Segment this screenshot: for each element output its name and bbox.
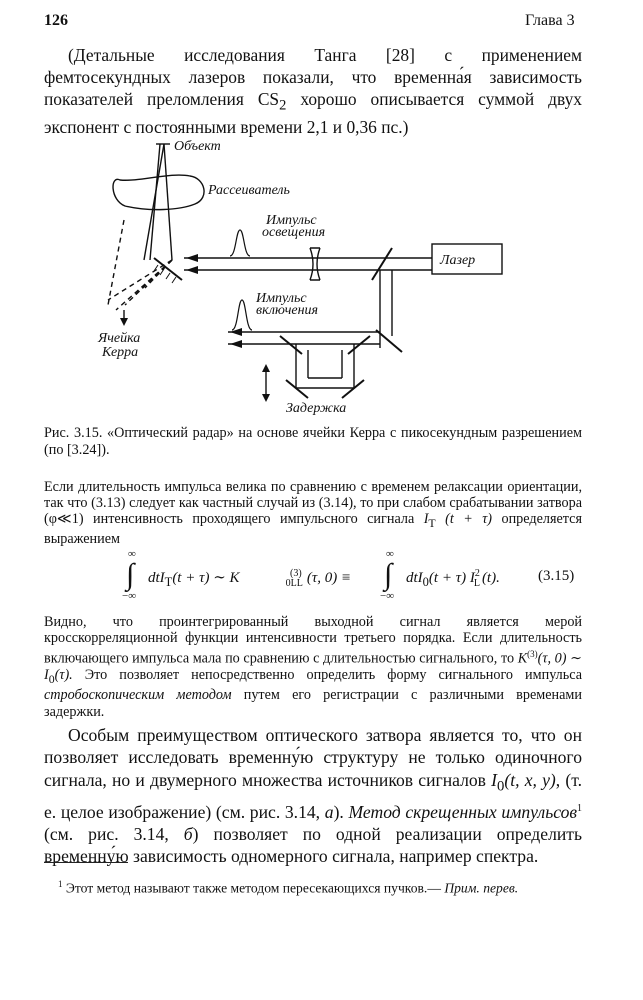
- illumination-pulse-icon: [230, 230, 250, 256]
- object-ray-right: [164, 144, 172, 260]
- footnote: $^1$ Этот метод называют также методом пересекающихся пучков.— Прим. перев.: [58, 879, 519, 896]
- lead-paragraph: (Детальные исследования Танга [28] с применением фемтосекундных лазеров показали, что временна́я зависимость показателей преломления $CS_2$ хорошо описывается суммой двух экспонент с постоянными времени 2,1 и 0,36 пс.): [44, 45, 582, 138]
- label-kerr-cell-2: Керра: [102, 345, 139, 360]
- small-paragraph-1: Если длительность импульса велика по сравнению с временем релаксации ориентации, так что (3.13) следует как частный случай из (3.14), то при слабом срабатывании затвора (φ≪1) интенсивность проходящего импульсного сигнала $I_T$ (t + τ) определяется выражением: [44, 479, 582, 548]
- small-paragraph-2: Видно, что проинтегрированный выходной сигнал является мерой кросскорреляционной функции интенсивности третьего порядка. Если длительность включающего импульса мала по сравнению с длительностью сигнального, то $K^{(3)}(\tau$, 0) ∼ $I_0(\tau)$. Это позволяет непосредственно определить форму сигнального импульса стробоскопическим методом путем его регистрации с различными временами задержки.: [44, 614, 583, 720]
- label-delay: Задержка: [286, 401, 347, 416]
- footnote-divider: [44, 862, 128, 863]
- label-object: Объект: [174, 139, 221, 154]
- lens: [310, 248, 320, 280]
- kerr-radar-figure: [80, 130, 540, 420]
- label-laser: Лазер: [440, 253, 476, 268]
- object-ray-left: [144, 144, 164, 260]
- scatterer-shape: [113, 175, 204, 210]
- label-kerr-cell-1: Ячейка: [98, 331, 141, 346]
- chapter-title: Глава 3: [525, 12, 575, 29]
- kerr-output-arrow: [120, 318, 128, 326]
- label-gating-pulse-2: включения: [256, 303, 319, 318]
- label-illumination-pulse-2: освещения: [262, 225, 326, 240]
- delay-mirror-right: [348, 336, 370, 354]
- equation-number: (3.15): [538, 568, 575, 584]
- label-gating-pulse-1: Импульс: [256, 291, 307, 306]
- beam-splitter: [372, 248, 392, 280]
- gating-pulse-icon: [232, 300, 252, 330]
- equation-3-15: ∞ ∫ −∞ dtI$_T$(t + τ) ∼ K $^{(3)}_{0LL}$ (τ, 0) ≡ ∞ ∫ −∞ dtI$_0$(t + τ) $I^2_L$ (t). (3.15): [122, 548, 575, 602]
- delay-mirror-left: [280, 336, 302, 354]
- label-scatterer: Рассеиватель: [208, 183, 290, 198]
- page-number: 126: [44, 12, 68, 29]
- main-paragraph: Особым преимуществом оптического затвора является то, что он позволяет исследовать временну́ю структуру не только одиночного сигнала, но и двумерного множества источников сигналов $I_0(t$, x, y), (т. е. целое изображение) (см. рис. 3.14, а). Метод скрещенных импульсов$^1$ (см. рис. 3.14, б) позволяет по одной реализации определить временну́ю зависимость одномерного сигнала, например спектра.: [44, 725, 583, 867]
- figure-caption: Рис. 3.15. «Оптический радар» на основе ячейки Керра с пикосекундным разрешением (по [3.24]).: [44, 425, 582, 458]
- label-illumination-pulse-1: Импульс: [266, 213, 317, 228]
